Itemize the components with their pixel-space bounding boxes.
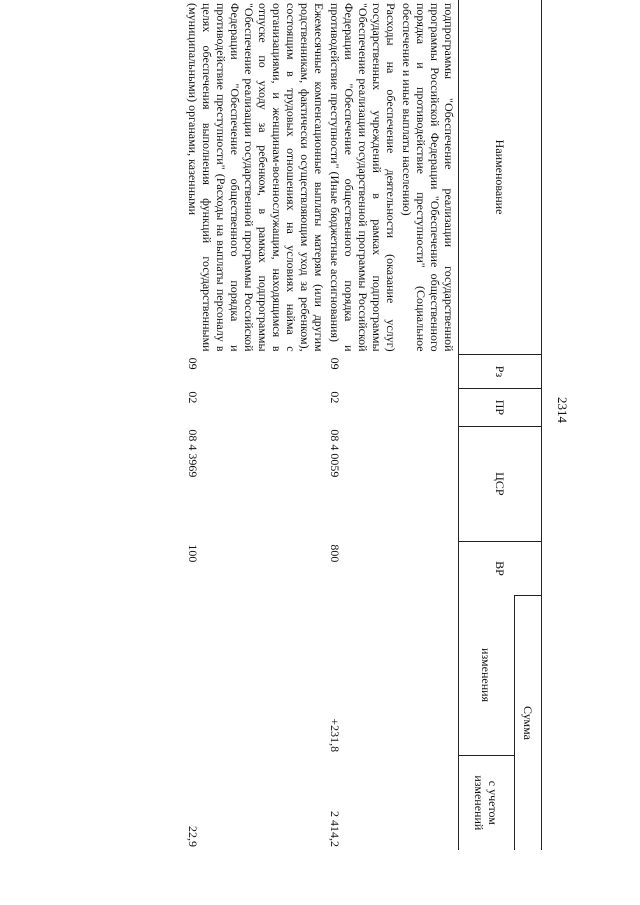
row-rz: 09: [328, 357, 342, 370]
row-vr: [400, 541, 459, 595]
row-rz: [400, 355, 459, 389]
header-sum: Сумма: [515, 595, 542, 850]
row-csr: 08 4 0059: [328, 429, 342, 478]
row-name: подпрограммы "Обеспечение реализации государственной программы Российской Федерации "Обеспечение общественного порядка и противодействие преступности" (Социальное обеспечение и иные выплаты населению): [400, 3, 456, 352]
row-vr: 100: [186, 544, 200, 563]
row-vr: 800: [328, 544, 342, 563]
row-pr: 02: [186, 391, 200, 404]
row-csr: [400, 426, 459, 541]
header-pr: ПР: [459, 388, 542, 426]
row-change: [186, 595, 328, 755]
row-name: Расходы на обеспечение деятельности (оказание услуг) государственных учреждений в рамках подпрограммы "Обеспечение реализации государственной программы Российской Федерации "Обеспечение общественного порядка и противодействие преступности" (Иные бюджетные ассигнования): [328, 3, 398, 352]
row-pr: [400, 388, 459, 426]
row-total: 2 414,2: [328, 811, 342, 847]
table-row: [186, 0, 328, 850]
header-rz: Рз: [459, 355, 542, 389]
row-pr: 02: [328, 391, 342, 404]
row-total: 22,9: [186, 826, 200, 847]
header-vr: ВР: [459, 541, 542, 595]
row-change: +231,8: [328, 718, 342, 753]
row-name: Ежемесячные компенсационные выплаты матерям (или другим родственникам, фактически осуществляющим уход за ребенком), состоящим в трудовых отношениях на условиях найма с организациями, и женщинам-военнослужащим, находящимся в отпуске по уходу за ребенком, в рамках подпрограммы "Обеспечение реализации государственной программы Российской Федерации "Обеспечение общественного порядка и противодействие преступности" (Расходы на выплаты персоналу в целях обеспечения выполнения функций государственными (муниципальными) органами, казенными: [186, 3, 326, 352]
header-change: изменения: [459, 595, 515, 755]
rotated-document-page: [40, 0, 620, 850]
table-row: [328, 0, 400, 850]
row-total: [400, 755, 459, 850]
budget-table: [186, 0, 542, 850]
header-csr: ЦСР: [459, 426, 542, 541]
row-rz: 09: [186, 357, 200, 370]
header-name: Наименование: [459, 0, 542, 355]
header-total: с учетом изменений: [459, 755, 515, 850]
table-row: [400, 0, 459, 850]
row-change: [400, 595, 459, 755]
row-csr: 08 4 3969: [186, 429, 200, 478]
page-number: 2314: [555, 397, 570, 423]
